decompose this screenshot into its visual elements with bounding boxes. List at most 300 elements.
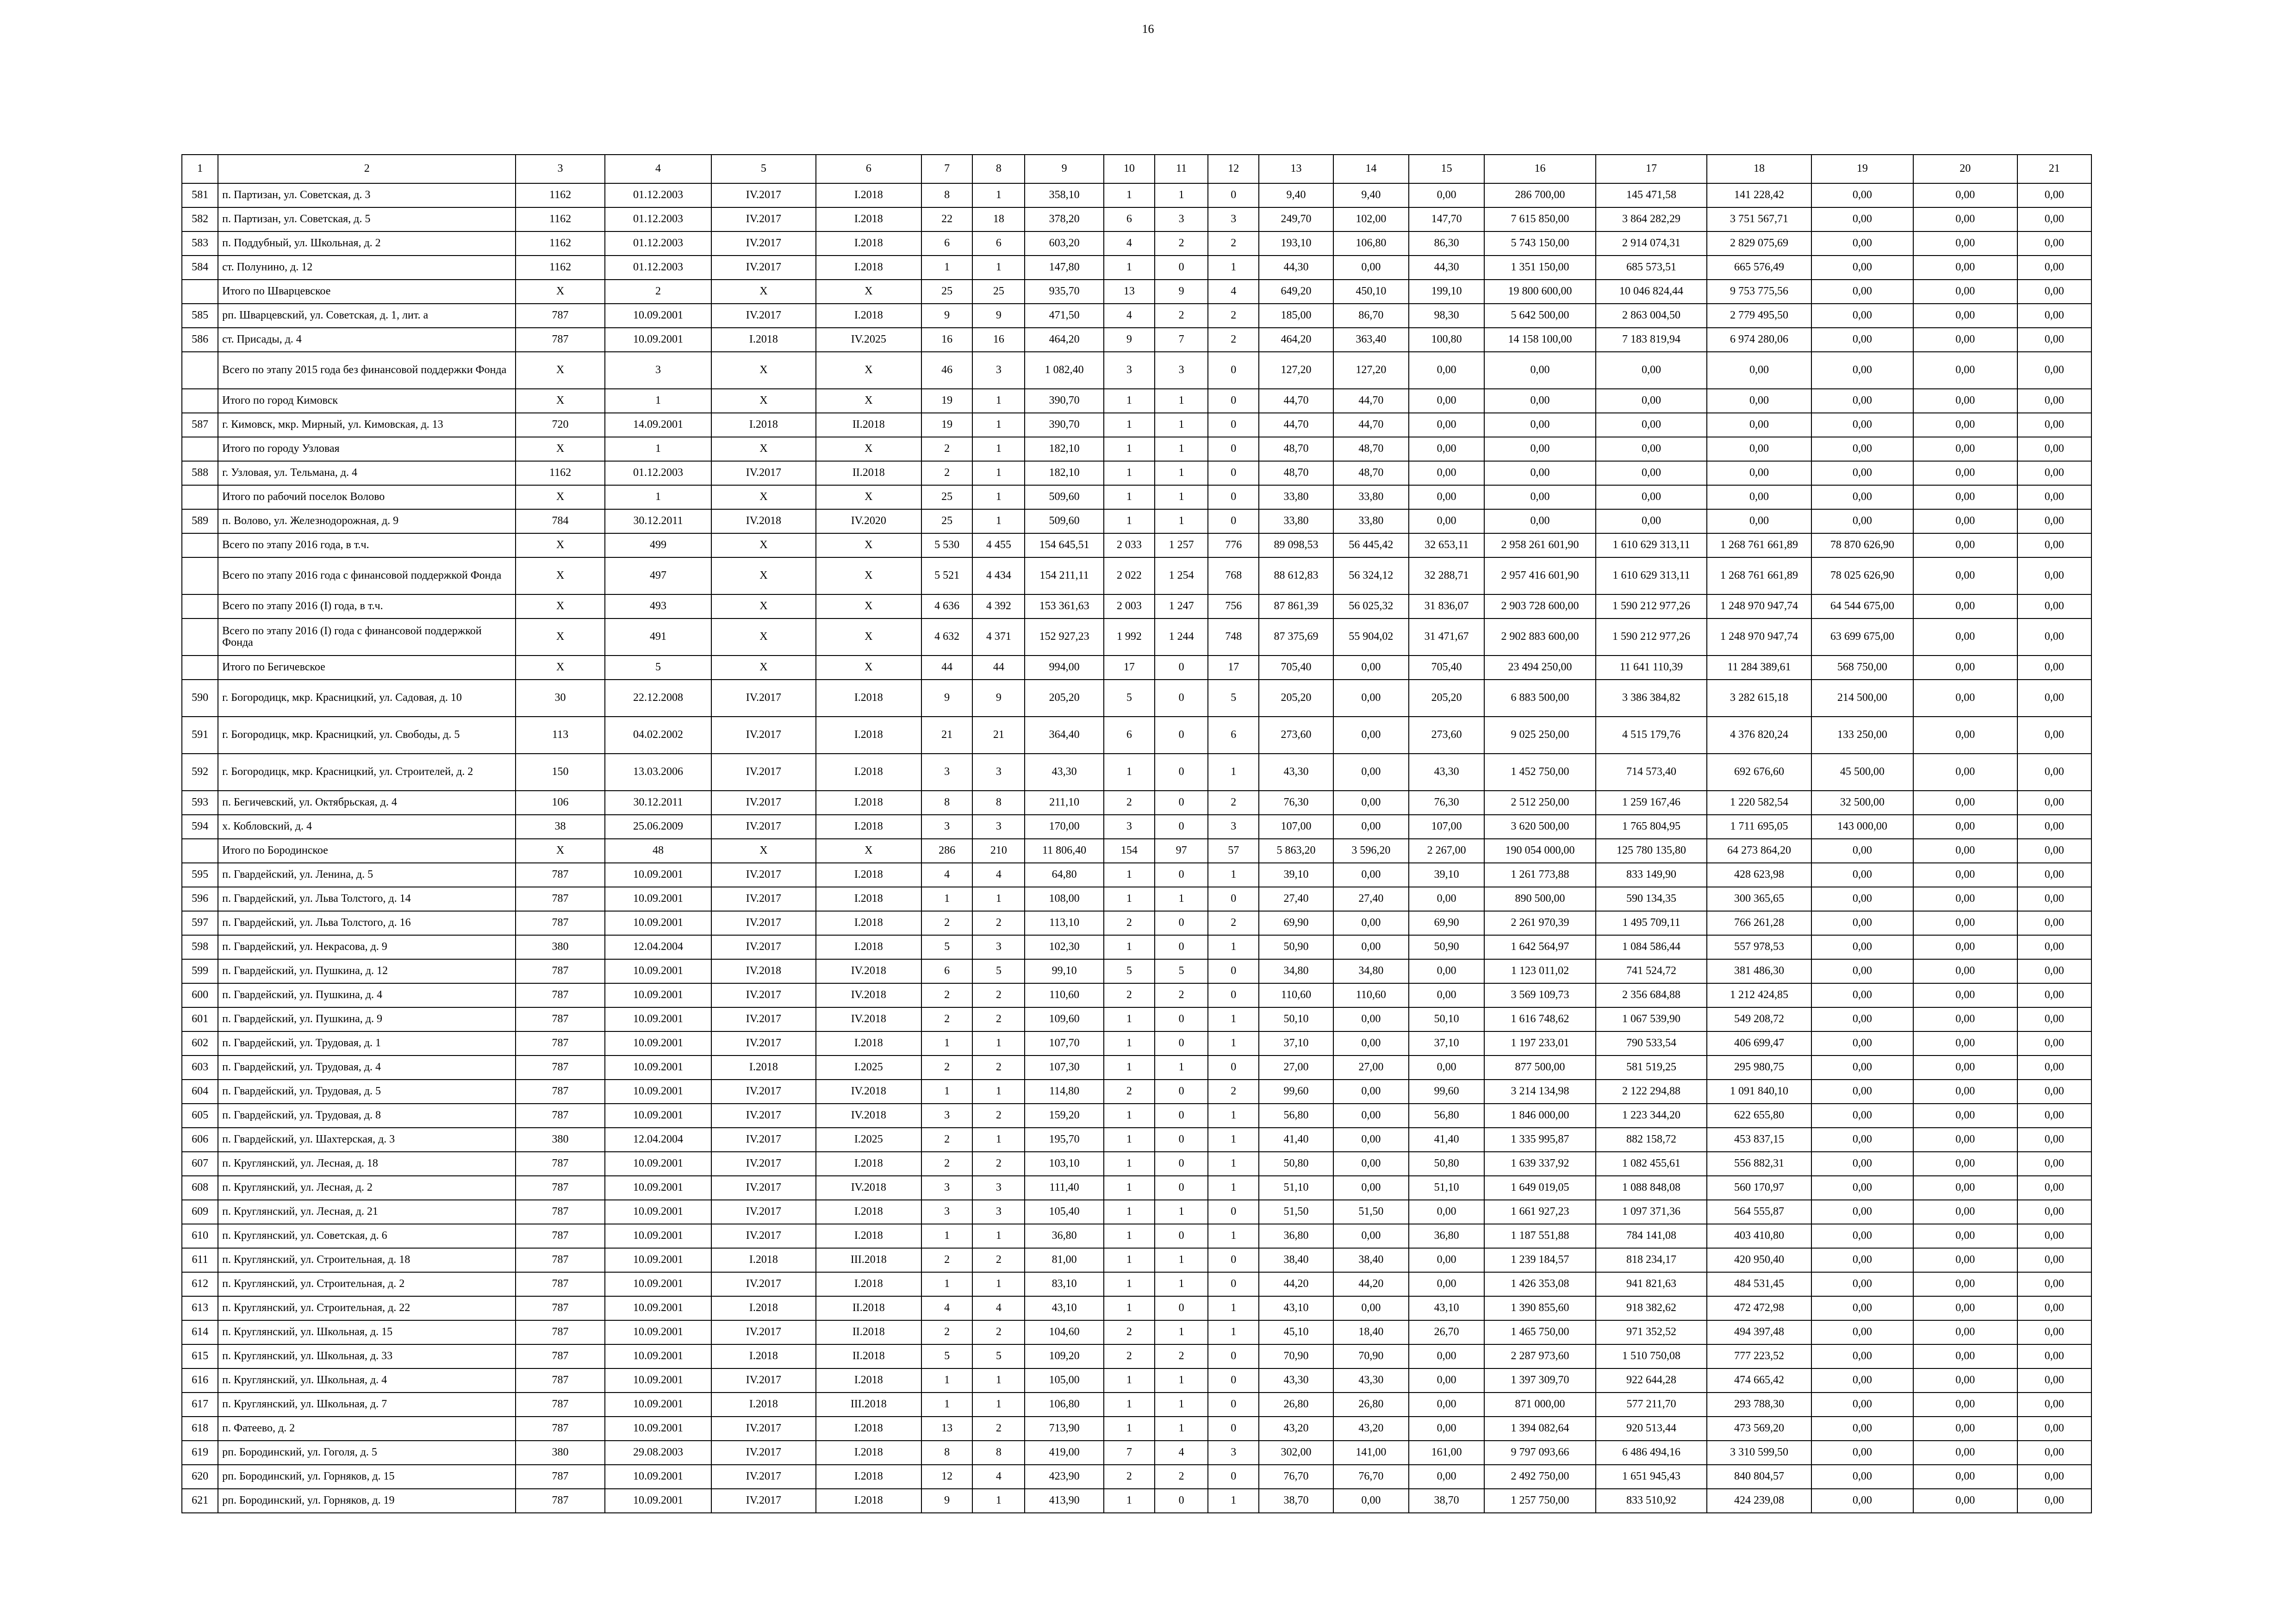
value-cell: 55 904,02 [1333,618,1409,656]
value-cell: 5 [1104,680,1155,717]
value-cell: 1162 [516,183,604,207]
value-cell: 38 [516,815,604,839]
value-cell: 1 610 629 313,11 [1596,557,1707,594]
value-cell: 9 753 775,56 [1707,280,1811,304]
address-cell: п. Круглянский, ул. Строительная, д. 22 [218,1296,516,1320]
value-cell: 474 665,42 [1707,1368,1811,1393]
value-cell: 83,10 [1025,1272,1103,1296]
value-cell: 19 [921,389,972,413]
value-cell: 1 [1104,1031,1155,1056]
value-cell: 0 [1155,1007,1208,1031]
row-number-cell: 588 [182,461,218,485]
value-cell: 152 927,23 [1025,618,1103,656]
table-row [182,680,2091,717]
value-cell: 557 978,53 [1707,935,1811,959]
value-cell: 6 [921,231,972,256]
value-cell: 378,20 [1025,207,1103,231]
value-cell: 1 [605,389,711,413]
value-cell: 840 804,57 [1707,1465,1811,1489]
column-number-cell: 21 [2017,155,2092,183]
value-cell: 0 [1208,461,1259,485]
value-cell: X [711,485,815,509]
value-cell: 0,00 [2017,1031,2092,1056]
column-number-cell: 1 [182,155,218,183]
value-cell: 04.02.2002 [605,717,711,754]
table-row [182,256,2091,280]
value-cell: 787 [516,1104,604,1128]
value-cell: 27,00 [1333,1056,1409,1080]
value-cell: 1162 [516,256,604,280]
value-cell: 107,00 [1409,815,1484,839]
row-number-cell: 618 [182,1417,218,1441]
value-cell: 9 [921,304,972,328]
value-cell: 0 [1208,1056,1259,1080]
value-cell: 0,00 [1811,863,1913,887]
value-cell: 1 [1155,1368,1208,1393]
value-cell: 1 [1208,863,1259,887]
value-cell: 509,60 [1025,509,1103,533]
value-cell: IV.2017 [711,1007,815,1031]
value-cell: 0,00 [1484,389,1595,413]
value-cell: 1 [972,437,1025,461]
value-cell: 0,00 [1913,887,2017,911]
value-cell: 2 [972,1104,1025,1128]
value-cell: 69,90 [1259,911,1333,935]
row-number-cell: 595 [182,863,218,887]
value-cell: 0,00 [2017,935,2092,959]
value-cell: 1 247 [1155,594,1208,618]
value-cell: X [816,389,921,413]
value-cell: 0,00 [1409,1368,1484,1393]
value-cell: 0,00 [1913,485,2017,509]
table-row [182,1344,2091,1368]
value-cell: 195,70 [1025,1128,1103,1152]
value-cell: 1 992 [1104,618,1155,656]
address-cell: Итого по город Кимовск [218,389,516,413]
value-cell: 3 596,20 [1333,839,1409,863]
value-cell: 3 [972,754,1025,791]
value-cell: 16 [921,328,972,352]
column-number-cell: 10 [1104,155,1155,183]
address-cell: Итого по Шварцевское [218,280,516,304]
summary-row [182,280,2091,304]
value-cell: 0,00 [1333,911,1409,935]
value-cell: 0,00 [1811,413,1913,437]
row-number-cell: 601 [182,1007,218,1031]
value-cell: 4 [921,1296,972,1320]
value-cell: I.2018 [711,328,815,352]
value-cell: 109,20 [1025,1344,1103,1368]
value-cell: 86,70 [1333,304,1409,328]
value-cell: 453 837,15 [1707,1128,1811,1152]
value-cell: 4 515 179,76 [1596,717,1707,754]
value-cell: 1 846 000,00 [1484,1104,1595,1128]
value-cell: 159,20 [1025,1104,1103,1128]
value-cell: 1 [1104,1272,1155,1296]
value-cell: 18 [972,207,1025,231]
column-number-cell: 17 [1596,155,1707,183]
value-cell: IV.2017 [711,680,815,717]
column-number-cell: 12 [1208,155,1259,183]
value-cell: 1 [1155,1200,1208,1224]
value-cell: 56 324,12 [1333,557,1409,594]
value-cell: 1 [1104,183,1155,207]
value-cell: 768 [1208,557,1259,594]
value-cell: 38,70 [1409,1489,1484,1513]
value-cell: 4 376 820,24 [1707,717,1811,754]
value-cell: 102,30 [1025,935,1103,959]
value-cell: 0,00 [1913,959,2017,983]
value-cell: III.2018 [816,1393,921,1417]
row-number-cell: 596 [182,887,218,911]
value-cell: 3 620 500,00 [1484,815,1595,839]
value-cell: 0,00 [2017,1320,2092,1344]
value-cell: 0 [1155,256,1208,280]
value-cell: 3 282 615,18 [1707,680,1811,717]
value-cell: 87 861,39 [1259,594,1333,618]
value-cell: 11 284 389,61 [1707,656,1811,680]
address-cell: Всего по этапу 2015 года без финансовой поддержки Фонда [218,352,516,389]
value-cell: 3 [972,352,1025,389]
value-cell: 1 394 082,64 [1484,1417,1595,1441]
value-cell: 5 530 [921,533,972,557]
value-cell: 27,40 [1333,887,1409,911]
row-number-cell: 617 [182,1393,218,1417]
value-cell: 720 [516,413,604,437]
row-number-cell [182,485,218,509]
value-cell: 10.09.2001 [605,1007,711,1031]
value-cell: I.2018 [816,815,921,839]
value-cell: I.2018 [816,1368,921,1393]
value-cell: IV.2018 [816,983,921,1007]
row-number-cell: 592 [182,754,218,791]
value-cell: 2 958 261 601,90 [1484,533,1595,557]
value-cell: 1 [1155,1393,1208,1417]
value-cell: 0,00 [1707,413,1811,437]
table-row [182,959,2091,983]
value-cell: 10.09.2001 [605,1320,711,1344]
value-cell: 21 [921,717,972,754]
address-cell: х. Кобловский, д. 4 [218,815,516,839]
value-cell: 358,10 [1025,183,1103,207]
column-number-cell: 4 [605,155,711,183]
value-cell: 1 661 927,23 [1484,1200,1595,1224]
value-cell: I.2018 [816,791,921,815]
value-cell: 0,00 [2017,1176,2092,1200]
value-cell: 787 [516,1344,604,1368]
summary-row [182,618,2091,656]
value-cell: 0,00 [1913,1200,2017,1224]
value-cell: IV.2017 [711,1368,815,1393]
value-cell: 0,00 [1913,533,2017,557]
address-cell: п. Круглянский, ул. Школьная, д. 33 [218,1344,516,1368]
value-cell: IV.2017 [711,1176,815,1200]
value-cell: 33,80 [1333,509,1409,533]
value-cell: I.2018 [816,1200,921,1224]
value-cell: 1 257 750,00 [1484,1489,1595,1513]
value-cell: 424 239,08 [1707,1489,1811,1513]
value-cell: 622 655,80 [1707,1104,1811,1128]
value-cell: 0 [1155,815,1208,839]
address-cell: п. Гвардейский, ул. Льва Толстого, д. 14 [218,887,516,911]
value-cell: 713,90 [1025,1417,1103,1441]
table-row [182,509,2091,533]
value-cell: 205,20 [1025,680,1103,717]
value-cell: 01.12.2003 [605,256,711,280]
value-cell: 0,00 [2017,618,2092,656]
table-body [182,155,2091,1513]
value-cell: 0,00 [1484,485,1595,509]
value-cell: 5 [605,656,711,680]
value-cell: 0,00 [1484,509,1595,533]
value-cell: IV.2017 [711,461,815,485]
value-cell: 0,00 [1333,680,1409,717]
value-cell: 0,00 [1707,461,1811,485]
table-row [182,1176,2091,1200]
value-cell: IV.2017 [711,183,815,207]
value-cell: 790 533,54 [1596,1031,1707,1056]
value-cell: 105,40 [1025,1200,1103,1224]
value-cell: 1 [1155,1417,1208,1441]
value-cell: 1 212 424,85 [1707,983,1811,1007]
value-cell: 43,30 [1259,754,1333,791]
value-cell: 0 [1155,1152,1208,1176]
value-cell: 36,80 [1409,1224,1484,1248]
value-cell: 10.09.2001 [605,1056,711,1080]
value-cell: 3 [921,815,972,839]
value-cell: I.2018 [711,1393,815,1417]
value-cell: 882 158,72 [1596,1128,1707,1152]
value-cell: 6 974 280,06 [1707,328,1811,352]
value-cell: 27,00 [1259,1056,1333,1080]
value-cell: 0,00 [1913,791,2017,815]
value-cell: 2 033 [1104,533,1155,557]
value-cell: 127,20 [1333,352,1409,389]
value-cell: X [816,594,921,618]
value-cell: I.2018 [816,1489,921,1513]
value-cell: 0,00 [1596,352,1707,389]
value-cell: 1 [921,1080,972,1104]
value-cell: 5 [1155,959,1208,983]
value-cell: 10.09.2001 [605,959,711,983]
value-cell: 147,70 [1409,207,1484,231]
value-cell: 6 [972,231,1025,256]
table-row [182,1320,2091,1344]
value-cell: 705,40 [1409,656,1484,680]
table-row [182,1489,2091,1513]
value-cell: 0,00 [2017,413,2092,437]
value-cell: X [516,618,604,656]
value-cell: 0,00 [2017,959,2092,983]
value-cell: 0,00 [1913,1080,2017,1104]
value-cell: 9 [921,680,972,717]
value-cell: 0,00 [1811,887,1913,911]
value-cell: IV.2017 [711,207,815,231]
value-cell: 473 569,20 [1707,1417,1811,1441]
value-cell: 1 [921,1368,972,1393]
value-cell: 88 612,83 [1259,557,1333,594]
address-cell: п. Гвардейский, ул. Льва Толстого, д. 16 [218,911,516,935]
value-cell: 48 [605,839,711,863]
value-cell: 106,80 [1025,1393,1103,1417]
value-cell: 0,00 [2017,1152,2092,1176]
value-cell: 0,00 [1913,1489,2017,1513]
value-cell: 871 000,00 [1484,1393,1595,1417]
value-cell: 1 510 750,08 [1596,1344,1707,1368]
value-cell: 787 [516,1489,604,1513]
value-cell: 3 [921,1176,972,1200]
value-cell: 133 250,00 [1811,717,1913,754]
value-cell: 581 519,25 [1596,1056,1707,1080]
value-cell: 43,20 [1259,1417,1333,1441]
value-cell: 76,70 [1259,1465,1333,1489]
value-cell: 2 [921,1152,972,1176]
value-cell: 01.12.2003 [605,183,711,207]
value-cell: 1 [605,485,711,509]
value-cell: 2 [1104,791,1155,815]
value-cell: I.2025 [816,1128,921,1152]
value-cell: 1 642 564,97 [1484,935,1595,959]
value-cell: I.2018 [711,1056,815,1080]
value-cell: 1 [1155,887,1208,911]
value-cell: 1 [1208,1104,1259,1128]
value-cell: 0,00 [2017,815,2092,839]
value-cell: 0,00 [1913,1104,2017,1128]
value-cell: 0,00 [2017,280,2092,304]
value-cell: 0,00 [1913,328,2017,352]
value-cell: 0,00 [2017,1128,2092,1152]
value-cell: 2 [1104,1320,1155,1344]
value-cell: 51,10 [1409,1176,1484,1200]
value-cell: IV.2017 [711,815,815,839]
row-number-cell: 587 [182,413,218,437]
address-cell: г. Богородицк, мкр. Красницкий, ул. Свободы, д. 5 [218,717,516,754]
value-cell: 0,00 [1811,461,1913,485]
value-cell: 2 287 973,60 [1484,1344,1595,1368]
address-cell: Всего по этапу 2016 (I) года с финансовой поддержкой Фонда [218,618,516,656]
table-row [182,461,2091,485]
value-cell: 0,00 [1409,389,1484,413]
value-cell: 0,00 [1707,485,1811,509]
value-cell: 1 649 019,05 [1484,1176,1595,1200]
value-cell: 0,00 [1409,887,1484,911]
address-cell: п. Круглянский, ул. Лесная, д. 21 [218,1200,516,1224]
address-cell: Всего по этапу 2016 года, в т.ч. [218,533,516,557]
value-cell: I.2018 [816,183,921,207]
value-cell: 114,80 [1025,1080,1103,1104]
value-cell: 748 [1208,618,1259,656]
value-cell: 17 [1208,656,1259,680]
value-cell: 787 [516,1152,604,1176]
value-cell: 107,30 [1025,1056,1103,1080]
value-cell: IV.2017 [711,717,815,754]
value-cell: 1 [1155,1056,1208,1080]
value-cell: 0,00 [2017,791,2092,815]
value-cell: X [816,839,921,863]
row-number-cell: 607 [182,1152,218,1176]
value-cell: 994,00 [1025,656,1103,680]
value-cell: 2 [1208,1080,1259,1104]
value-cell: 19 800 600,00 [1484,280,1595,304]
value-cell: 2 356 684,88 [1596,983,1707,1007]
address-cell: рп. Бородинский, ул. Горняков, д. 15 [218,1465,516,1489]
value-cell: X [516,485,604,509]
value-cell: 1 123 011,02 [1484,959,1595,983]
value-cell: X [816,656,921,680]
value-cell: 10.09.2001 [605,1176,711,1200]
value-cell: 2 [1104,1344,1155,1368]
value-cell: 777 223,52 [1707,1344,1811,1368]
value-cell: 170,00 [1025,815,1103,839]
value-cell: 50,90 [1409,935,1484,959]
value-cell: 560 170,97 [1707,1176,1811,1200]
value-cell: 69,90 [1409,911,1484,935]
row-number-cell [182,839,218,863]
value-cell: 1 [1104,1200,1155,1224]
value-cell: 190 054 000,00 [1484,839,1595,863]
value-cell: 564 555,87 [1707,1200,1811,1224]
value-cell: 0,00 [2017,911,2092,935]
value-cell: 787 [516,887,604,911]
value-cell: 9 [1155,280,1208,304]
row-number-cell: 599 [182,959,218,983]
value-cell: 0,00 [1811,1296,1913,1320]
value-cell: IV.2018 [816,959,921,983]
value-cell: 0,00 [1811,256,1913,280]
value-cell: 2 492 750,00 [1484,1465,1595,1489]
value-cell: IV.2017 [711,935,815,959]
value-cell: 64 544 675,00 [1811,594,1913,618]
value-cell: 0,00 [1811,1489,1913,1513]
value-cell: 0 [1208,959,1259,983]
row-number-cell: 608 [182,1176,218,1200]
summary-row [182,352,2091,389]
value-cell: 105,00 [1025,1368,1103,1393]
value-cell: 0,00 [1811,983,1913,1007]
value-cell: 14.09.2001 [605,413,711,437]
value-cell: X [711,594,815,618]
value-cell: 364,40 [1025,717,1103,754]
value-cell: 1 [972,1368,1025,1393]
value-cell: 5 521 [921,557,972,594]
value-cell: 0,00 [1913,280,2017,304]
value-cell: 0 [1208,437,1259,461]
row-number-cell: 614 [182,1320,218,1344]
value-cell: 48,70 [1333,437,1409,461]
value-cell: 1 [972,1128,1025,1152]
value-cell: 16 [972,328,1025,352]
value-cell: 5 [921,935,972,959]
value-cell: X [816,352,921,389]
value-cell: 0 [1155,717,1208,754]
value-cell: 787 [516,304,604,328]
row-number-cell: 598 [182,935,218,959]
address-cell: ст. Присады, д. 4 [218,328,516,352]
address-cell: Итого по Бородинское [218,839,516,863]
address-cell: п. Гвардейский, ул. Шахтерская, д. 3 [218,1128,516,1152]
value-cell: 10.09.2001 [605,1465,711,1489]
value-cell: 48,70 [1333,461,1409,485]
address-cell: п. Волово, ул. Железнодорожная, д. 9 [218,509,516,533]
value-cell: 0,00 [2017,437,2092,461]
value-cell: 0,00 [1913,594,2017,618]
value-cell: 0,00 [1913,437,2017,461]
value-cell: 0,00 [1811,1224,1913,1248]
value-cell: 2 [1155,1344,1208,1368]
value-cell: 0,00 [1913,1224,2017,1248]
value-cell: 491 [605,618,711,656]
value-cell: 0,00 [2017,983,2092,1007]
